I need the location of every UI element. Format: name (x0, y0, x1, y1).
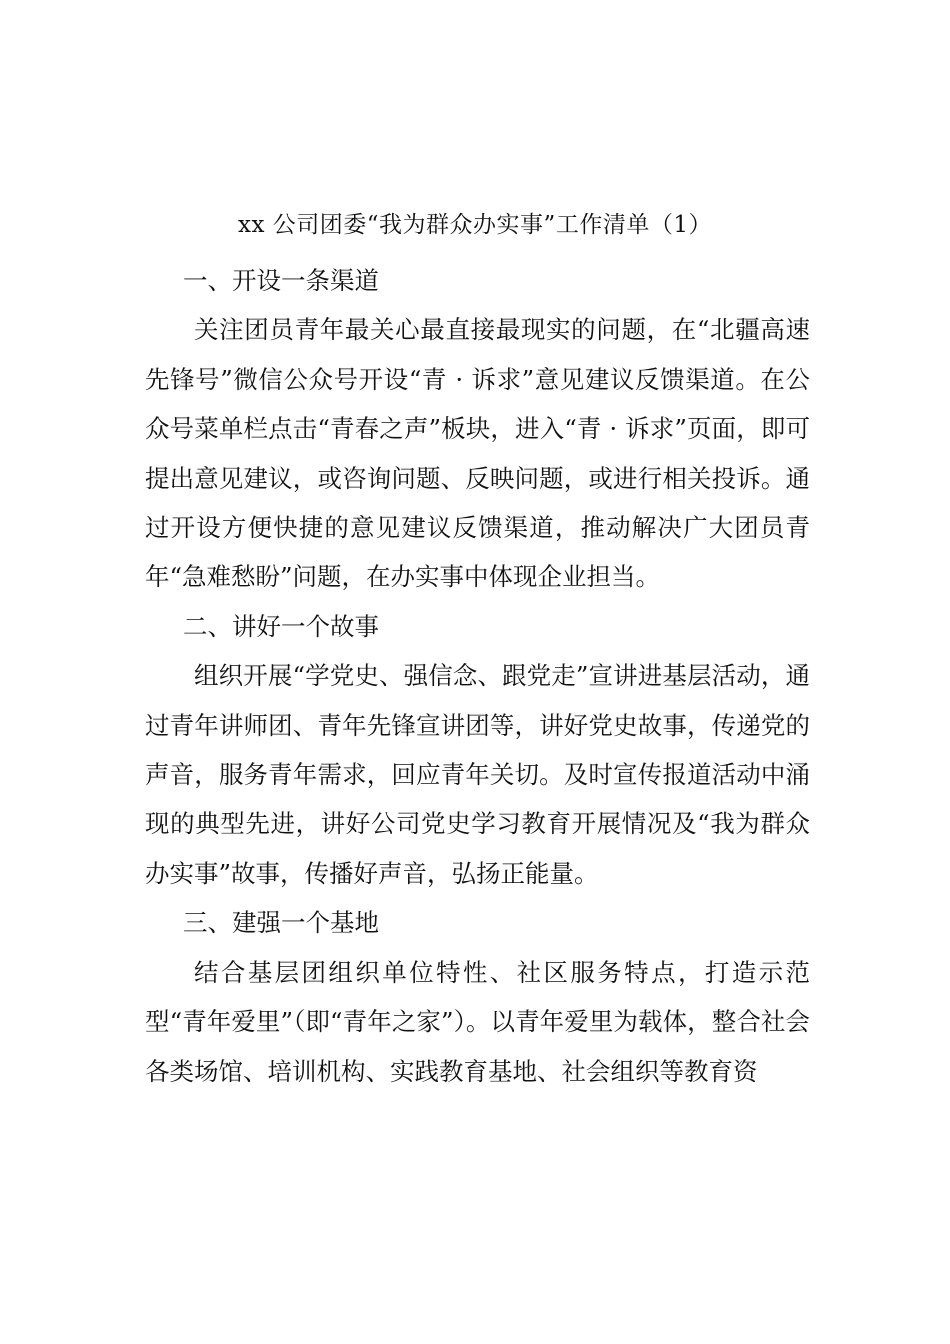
document-body (145, 256, 810, 1096)
section-2-heading: 二、讲好一个故事 (182, 611, 379, 641)
section-3-heading: 三、建强一个基地 (182, 908, 379, 938)
section-2-paragraph: 组织开展“学党史、强信念、跟党走”宣讲进基层活动，通过青年讲师团、青年先锋宣讲团等，讲好党史故事，传递党的声音，服务青年需求，回应青年关切。及时宣传报道活动中涌现的典型先进，讲好公司党史学习教育开展情况及“我为群众办实事”故事，传播好声音，弘扬正能量。 (145, 661, 810, 888)
document-title: xx 公司团委“我为群众办实事”工作清单（1） (238, 212, 712, 238)
section-3-paragraph: 结合基层团组织单位特性、社区服务特点，打造示范型“青年爱里”（即“青年之家”）。以青年爱里为载体，整合社会各类场馆、培训机构、实践教育基地、社会组织等教育资 (145, 957, 810, 1086)
section-1-heading: 一、开设一条渠道 (182, 266, 379, 295)
section-1-paragraph: 关注团员青年最关心最直接最现实的问题，在“北疆高速先锋号”微信公众号开设“青 · 诉求”意见建议反馈渠道。在公众号菜单栏点击“青春之声”板块，进入“青 · 诉求”页面，即可提出意见建议，或咨询问题、反映问题，或进行相关投诉。通过开设方便快捷的意见建议反馈渠道，推动解决广大团员青年“急难愁盼”问题，在办实事中体现企业担当。 (145, 315, 810, 592)
